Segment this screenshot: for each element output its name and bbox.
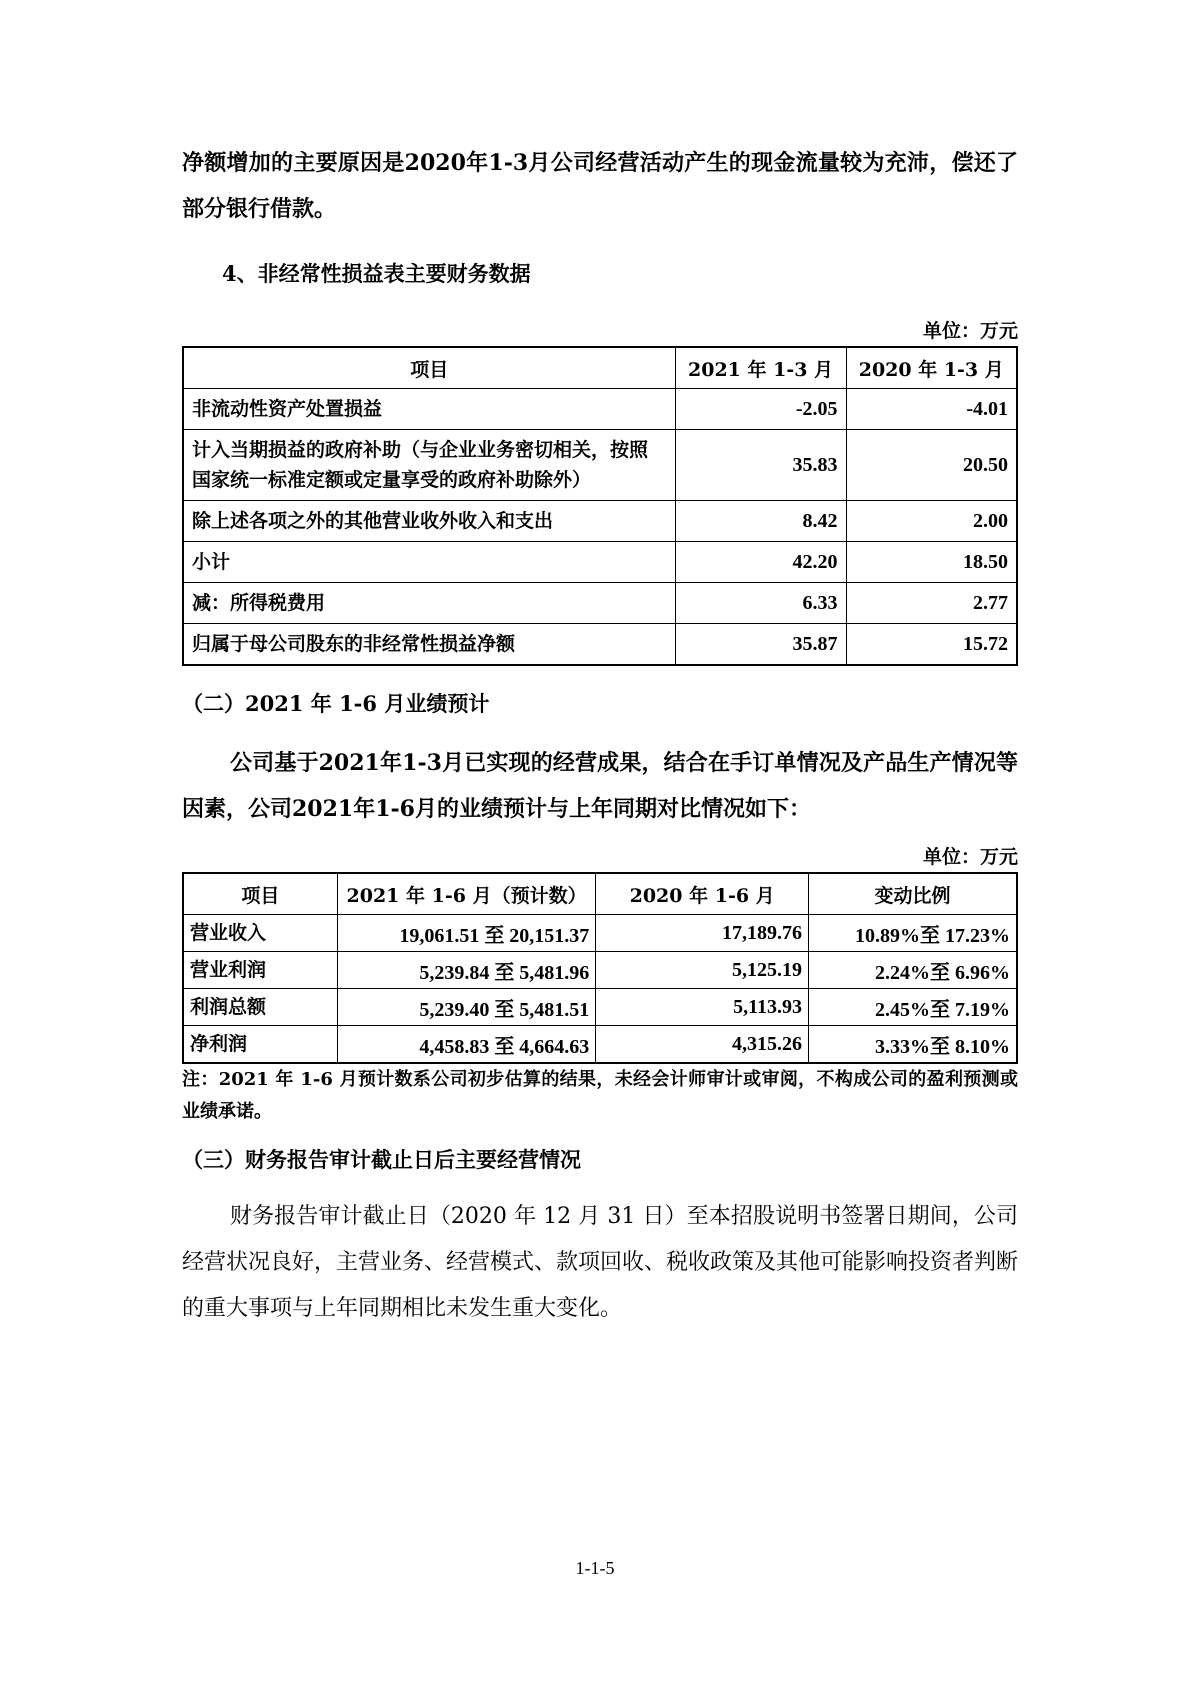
table-cell: 净利润 bbox=[183, 1026, 337, 1064]
section4-title: 4、非经常性损益表主要财务数据 bbox=[222, 261, 531, 286]
table-cell: 归属于母公司股东的非经常性损益净额 bbox=[183, 624, 675, 666]
table-row bbox=[183, 1026, 1017, 1064]
table-row bbox=[183, 624, 1017, 666]
table-row bbox=[183, 389, 1017, 430]
section-two-unit: 单位：万元 bbox=[922, 846, 1018, 868]
table-row bbox=[183, 542, 1017, 583]
table-cell: 减：所得税费用 bbox=[183, 583, 675, 624]
section-two-title: （二）2021 年 1-6 月业绩预计 bbox=[182, 691, 490, 716]
table-cell: 6.33 bbox=[675, 583, 846, 624]
section-three-title: （三）财务报告审计截止日后主要经营情况 bbox=[182, 1147, 581, 1172]
table-row bbox=[183, 430, 1017, 501]
table-cell: 17,189.76 bbox=[596, 915, 809, 952]
table-cell: -2.05 bbox=[675, 389, 846, 430]
table-header-cell: 变动比例 bbox=[808, 873, 1017, 915]
table-cell: 35.87 bbox=[675, 624, 846, 666]
table-cell: 2.24%至 6.96% bbox=[808, 952, 1017, 989]
table-cell: 计入当期损益的政府补助（与企业业务密切相关，按照国家统一标准定额或定量享受的政府补助除外） bbox=[183, 430, 675, 501]
page-number: 1-1-5 bbox=[575, 1558, 615, 1578]
table-cell: 2.77 bbox=[846, 583, 1017, 624]
table-cell: 8.42 bbox=[675, 501, 846, 542]
table-cell: 19,061.51 至 20,151.37 bbox=[337, 915, 596, 952]
table-cell: 5,125.19 bbox=[596, 952, 809, 989]
table-cell: -4.01 bbox=[846, 389, 1017, 430]
non-recurring-table bbox=[182, 346, 1018, 666]
table-header-cell: 2020 年 1-6 月 bbox=[596, 873, 809, 915]
section4-unit: 单位：万元 bbox=[922, 320, 1018, 342]
table-cell: 15.72 bbox=[846, 624, 1017, 666]
table-header-row bbox=[183, 873, 1017, 915]
section-two-paragraph: 公司基于2021年1-3月已实现的经营成果，结合在手订单情况及产品生产情况等因素，公司2021年1-6月的业绩预计与上年同期对比情况如下： bbox=[182, 750, 1018, 822]
table-cell: 利润总额 bbox=[183, 989, 337, 1026]
table-cell: 20.50 bbox=[846, 430, 1017, 501]
table-row bbox=[183, 915, 1017, 952]
table-cell: 3.33%至 8.10% bbox=[808, 1026, 1017, 1064]
document-page bbox=[182, 140, 1018, 1332]
forecast-note: 注：2021 年 1-6 月预计数系公司初步估算的结果，未经会计师审计或审阅，不构成公司的盈利预测或业绩承诺。 bbox=[182, 1069, 1018, 1122]
table-cell: 4,315.26 bbox=[596, 1026, 809, 1064]
table-row bbox=[183, 989, 1017, 1026]
table-header-cell: 2021 年 1-6 月（预计数） bbox=[337, 873, 596, 915]
table-row bbox=[183, 501, 1017, 542]
table-header-cell: 项目 bbox=[183, 347, 675, 389]
table-cell: 5,113.93 bbox=[596, 989, 809, 1026]
table-header-cell: 2020 年 1-3 月 bbox=[846, 347, 1017, 389]
table-cell: 营业利润 bbox=[183, 952, 337, 989]
table-header-row bbox=[183, 347, 1017, 389]
table-row bbox=[183, 583, 1017, 624]
table-cell: 5,239.40 至 5,481.51 bbox=[337, 989, 596, 1026]
forecast-table bbox=[182, 872, 1018, 1064]
table-header-cell: 2021 年 1-3 月 bbox=[675, 347, 846, 389]
table-cell: 35.83 bbox=[675, 430, 846, 501]
table-cell: 4,458.83 至 4,664.63 bbox=[337, 1026, 596, 1064]
intro-paragraph: 净额增加的主要原因是2020年1-3月公司经营活动产生的现金流量较为充沛，偿还了部分银行借款。 bbox=[182, 150, 1018, 222]
table-cell: 2.00 bbox=[846, 501, 1017, 542]
table-cell: 非流动性资产处置损益 bbox=[183, 389, 675, 430]
table-cell: 42.20 bbox=[675, 542, 846, 583]
table-cell: 5,239.84 至 5,481.96 bbox=[337, 952, 596, 989]
table-row bbox=[183, 952, 1017, 989]
section-three-paragraph: 财务报告审计截止日（2020 年 12 月 31 日）至本招股说明书签署日期间，公司经营状况良好，主营业务、经营模式、款项回收、税收政策及其他可能影响投资者判断的重大事项与上年同期相比未发生重大变化。 bbox=[182, 1204, 1019, 1321]
table-cell: 10.89%至 17.23% bbox=[808, 915, 1017, 952]
table-cell: 18.50 bbox=[846, 542, 1017, 583]
table-cell: 营业收入 bbox=[183, 915, 337, 952]
table-cell: 2.45%至 7.19% bbox=[808, 989, 1017, 1026]
table-cell: 除上述各项之外的其他营业收外收入和支出 bbox=[183, 501, 675, 542]
table-header-cell: 项目 bbox=[183, 873, 337, 915]
table-cell: 小计 bbox=[183, 542, 675, 583]
